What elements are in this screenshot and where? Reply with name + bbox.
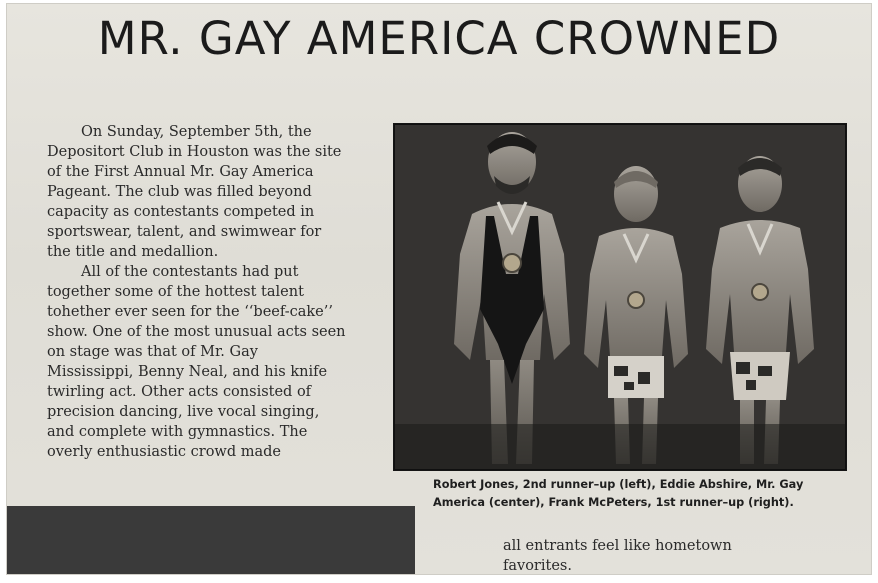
photo-caption: Robert Jones, 2nd runner–up (left), Eddie Abshire, Mr. Gay America (center), Frank McPeters, 1st runner–up (right). xyxy=(433,478,804,509)
contestants-photo xyxy=(393,123,847,471)
article-paragraph-1: On Sunday, September 5th, the Depositort Club in Houston was the site of the First Annual Mr. Gay America Pageant. The club was filled beyond capacity as contestants competed in sportswear, talent, and swimwear for the title and medallion. xyxy=(47,124,342,260)
article-paragraph-2: All of the contestants had put together some of the hottest talent tohether ever seen for the ‘‘beef-cake’’ show. One of the most unusual acts seen on stage was that of Mr. Gay Mississippi, Benny Neal, and his knife twirling act. Other acts consisted of precision dancing, live vocal singing, and complete with gymnastics. The overly enthusiastic crowd made xyxy=(47,264,346,460)
dark-bar xyxy=(7,506,415,575)
article-body xyxy=(47,122,347,462)
headline: MR. GAY AMERICA CROWNED xyxy=(97,12,781,65)
contestants-photo-image xyxy=(394,124,846,470)
magazine-page xyxy=(6,3,872,575)
article-continuation: all entrants feel like hometown favorites. xyxy=(503,538,732,574)
